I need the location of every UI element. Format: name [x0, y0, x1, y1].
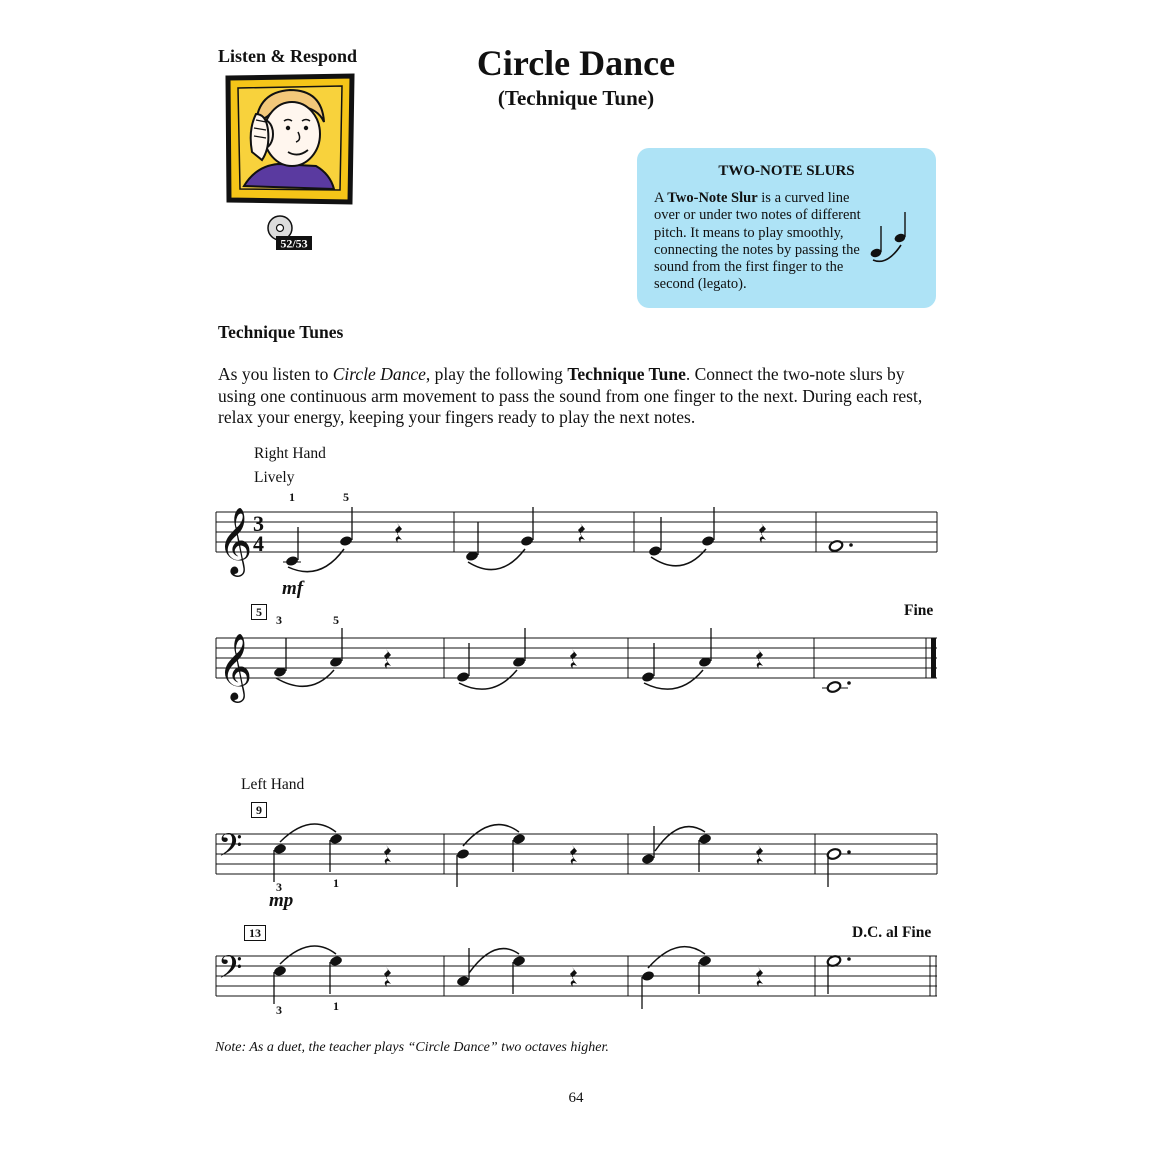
staff-lh-1: [216, 824, 937, 887]
staff-rh-1: [216, 506, 937, 577]
quarter-rest: [570, 649, 577, 669]
page-number: 64: [568, 1090, 584, 1106]
finger-number: 3: [276, 880, 282, 894]
quarter-rest: [578, 523, 585, 543]
note: [641, 671, 655, 683]
finger-number: 1: [333, 876, 339, 890]
note: [512, 833, 526, 845]
fine-marking: Fine: [904, 602, 934, 619]
note: [339, 535, 353, 547]
note: [456, 671, 470, 683]
quarter-rest: [384, 649, 391, 669]
note: [698, 833, 712, 845]
quarter-rest: [759, 523, 766, 543]
treble-clef-icon: 𝄞: [218, 632, 253, 700]
quarter-rest: [570, 967, 577, 987]
measure-number: 5: [251, 604, 267, 620]
quarter-rest: [756, 649, 763, 669]
duet-note: Note: As a duet, the teacher plays “Circle Dance” two octaves higher.: [215, 1040, 609, 1055]
track-number: 52/53: [280, 236, 308, 251]
dynamic-marking: mp: [269, 890, 294, 911]
para-italic: Circle Dance: [332, 364, 426, 384]
note: [456, 848, 470, 860]
callout-text-prefix: A: [654, 190, 668, 206]
callout-text-rest: is a curved line over or under two notes of different pitch. It means to play smoothly, connecting the notes by passing the sound from the first finger to the second (legato).: [654, 190, 861, 293]
note: [273, 965, 287, 977]
half-note: [826, 681, 841, 694]
staff-lh-2: [216, 946, 937, 1009]
left-hand-label: Left Hand: [241, 776, 305, 793]
note: [329, 955, 343, 967]
dynamic-marking: mf: [282, 578, 304, 599]
note: [648, 545, 662, 557]
para-bold: Technique Tune: [567, 364, 686, 384]
note: [456, 975, 470, 987]
finger-number: 3: [276, 1003, 282, 1017]
measure-number: 13: [244, 925, 266, 941]
right-hand-label: Right Hand: [254, 445, 326, 462]
callout-title: TWO-NOTE SLURS: [718, 163, 855, 179]
note: [698, 955, 712, 967]
para-text-1: As you listen to: [218, 364, 333, 384]
finger-number: 5: [343, 490, 349, 504]
finger-number: 3: [276, 613, 282, 627]
note: [329, 833, 343, 845]
measure-number: 9: [251, 802, 267, 818]
tempo-marking: Lively: [254, 469, 295, 486]
quarter-rest: [384, 967, 391, 987]
time-signature-top: 3: [253, 511, 264, 536]
page-title: Circle Dance: [476, 43, 676, 83]
note: [512, 955, 526, 967]
quarter-rest: [756, 967, 763, 987]
para-text-3: . Connect the two-note slurs by using one continuous arm movement to pass the sound from one finger to the next. During each rest, relax your energy, keeping your fingers ready to play the next notes.: [218, 364, 923, 427]
listen-respond-label: Listen & Respond: [218, 46, 358, 66]
finger-number: 1: [333, 999, 339, 1013]
treble-clef-icon: 𝄞: [218, 506, 253, 574]
note: [641, 853, 655, 865]
time-signature-bottom: 4: [253, 531, 264, 556]
bass-clef-icon: 𝄢: [218, 827, 243, 871]
finger-number: 5: [333, 613, 339, 627]
finger-number: 1: [289, 490, 295, 504]
note: [701, 535, 715, 547]
page-subtitle: (Technique Tune): [497, 86, 655, 110]
note: [520, 535, 534, 547]
bass-clef-icon: 𝄢: [218, 949, 243, 993]
quarter-rest: [756, 845, 763, 865]
para-text-2: , play the following: [425, 364, 568, 384]
dc-al-fine-marking: D.C. al Fine: [852, 924, 932, 941]
quarter-rest: [570, 845, 577, 865]
note: [273, 843, 287, 855]
callout-text-bold: Two-Note Slur: [667, 190, 758, 206]
quarter-rest: [395, 523, 402, 543]
staff-rh-2: [216, 628, 937, 703]
half-note: [828, 540, 843, 553]
note: [285, 555, 299, 567]
quarter-rest: [384, 845, 391, 865]
note: [641, 970, 655, 982]
section-heading: Technique Tunes: [218, 322, 344, 342]
